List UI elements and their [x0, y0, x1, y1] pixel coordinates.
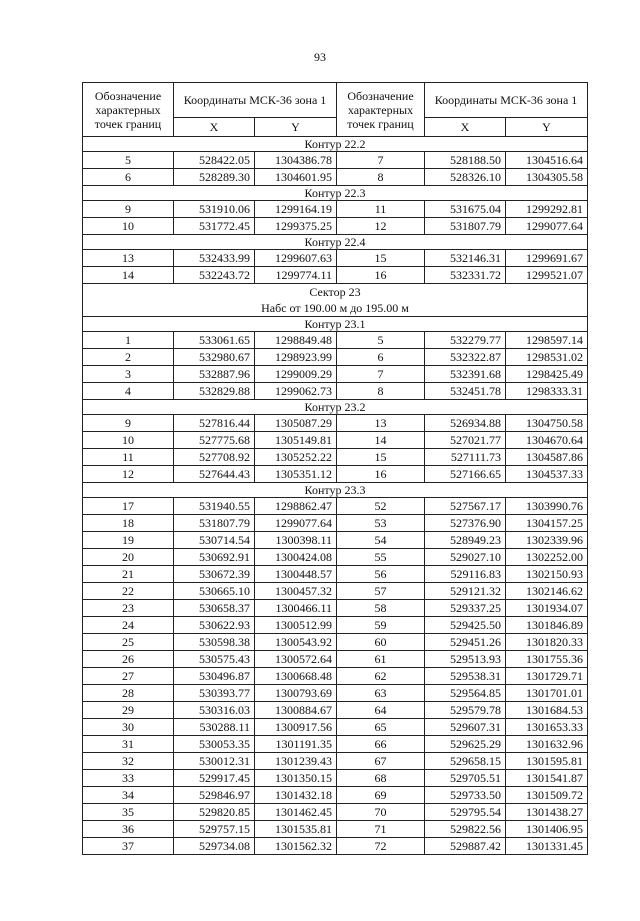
y-coordinate-cell: 1299292.81: [506, 201, 588, 218]
point-number-cell: 24: [83, 617, 174, 634]
y-coordinate-cell: 1305252.22: [255, 449, 337, 466]
point-number-cell: 60: [337, 634, 425, 651]
table-row: [83, 787, 588, 804]
x-coordinate-cell: 529027.10: [425, 549, 506, 566]
x-coordinate-cell: 529116.83: [425, 566, 506, 583]
y-coordinate-cell: 1301509.72: [506, 787, 588, 804]
y-header: Y: [255, 118, 337, 137]
x-coordinate-cell: 529658.15: [425, 753, 506, 770]
y-coordinate-cell: 1301562.32: [255, 838, 337, 855]
y-coordinate-cell: 1304670.64: [506, 432, 588, 449]
y-coordinate-cell: 1301632.96: [506, 736, 588, 753]
y-coordinate-cell: 1304305.58: [506, 169, 588, 186]
table-row: [83, 838, 588, 855]
y-coordinate-cell: 1300543.92: [255, 634, 337, 651]
x-coordinate-cell: 529425.50: [425, 617, 506, 634]
y-coordinate-cell: 1302146.62: [506, 583, 588, 600]
point-number-cell: 64: [337, 702, 425, 719]
contour-header-row: [83, 483, 588, 498]
x-coordinate-cell: 529625.29: [425, 736, 506, 753]
y-coordinate-cell: 1301684.53: [506, 702, 588, 719]
x-coordinate-cell: 529733.50: [425, 787, 506, 804]
table-row: [83, 515, 588, 532]
x-coordinate-cell: 529734.08: [174, 838, 255, 855]
table-row: [83, 600, 588, 617]
x-coordinate-cell: 527376.90: [425, 515, 506, 532]
y-coordinate-cell: 1302150.93: [506, 566, 588, 583]
point-number-cell: 1: [83, 332, 174, 349]
x-coordinate-cell: 529846.97: [174, 787, 255, 804]
table-row: [83, 549, 588, 566]
point-number-cell: 71: [337, 821, 425, 838]
y-coordinate-cell: 1299774.11: [255, 267, 337, 284]
point-number-cell: 67: [337, 753, 425, 770]
x-coordinate-cell: 527775.68: [174, 432, 255, 449]
point-number-cell: 59: [337, 617, 425, 634]
point-number-cell: 8: [337, 383, 425, 400]
x-header: X: [174, 118, 255, 137]
y-coordinate-cell: 1304601.95: [255, 169, 337, 186]
contour-header-row: [83, 317, 588, 332]
x-coordinate-cell: 530658.37: [174, 600, 255, 617]
point-number-cell: 7: [337, 152, 425, 169]
point-number-cell: 5: [337, 332, 425, 349]
y-coordinate-cell: 1299009.29: [255, 366, 337, 383]
x-coordinate-cell: 529820.85: [174, 804, 255, 821]
contour-header-row: [83, 186, 588, 201]
y-coordinate-cell: 1301595.81: [506, 753, 588, 770]
y-coordinate-cell: 1304750.58: [506, 415, 588, 432]
y-coordinate-cell: 1298597.14: [506, 332, 588, 349]
y-coordinate-cell: 1301535.81: [255, 821, 337, 838]
point-number-cell: 13: [337, 415, 425, 432]
point-number-cell: 27: [83, 668, 174, 685]
y-coordinate-cell: 1301541.87: [506, 770, 588, 787]
x-coordinate-cell: 532433.99: [174, 250, 255, 267]
point-number-cell: 3: [83, 366, 174, 383]
sector-title: Сектор 23: [309, 285, 361, 299]
point-number-cell: 22: [83, 583, 174, 600]
y-coordinate-cell: 1304386.78: [255, 152, 337, 169]
point-designation-header: Обозначение характерных точек границ: [337, 83, 425, 137]
y-coordinate-cell: 1300466.11: [255, 600, 337, 617]
point-number-cell: 26: [83, 651, 174, 668]
x-coordinate-cell: 529579.78: [425, 702, 506, 719]
table-row: [83, 383, 588, 400]
point-number-cell: 70: [337, 804, 425, 821]
table-row: [83, 719, 588, 736]
point-number-cell: 13: [83, 250, 174, 267]
table-row: [83, 218, 588, 235]
x-coordinate-cell: 529337.25: [425, 600, 506, 617]
x-coordinate-cell: 529795.54: [425, 804, 506, 821]
point-number-cell: 7: [337, 366, 425, 383]
point-number-cell: 58: [337, 600, 425, 617]
point-number-cell: 36: [83, 821, 174, 838]
y-coordinate-cell: 1298923.99: [255, 349, 337, 366]
y-coordinate-cell: 1304157.25: [506, 515, 588, 532]
y-coordinate-cell: 1300572.64: [255, 651, 337, 668]
sector-header-row: [83, 284, 588, 317]
y-coordinate-cell: 1304587.86: [506, 449, 588, 466]
x-coordinate-cell: 529822.56: [425, 821, 506, 838]
point-number-cell: 11: [337, 201, 425, 218]
y-coordinate-cell: 1299607.63: [255, 250, 337, 267]
table-row: [83, 651, 588, 668]
y-coordinate-cell: 1299375.25: [255, 218, 337, 235]
point-number-cell: 32: [83, 753, 174, 770]
x-coordinate-cell: 527166.65: [425, 466, 506, 483]
y-coordinate-cell: 1300917.56: [255, 719, 337, 736]
x-coordinate-cell: 532391.68: [425, 366, 506, 383]
y-coordinate-cell: 1305087.29: [255, 415, 337, 432]
y-coordinate-cell: 1298425.49: [506, 366, 588, 383]
y-coordinate-cell: 1301331.45: [506, 838, 588, 855]
table-row: [83, 250, 588, 267]
x-coordinate-cell: 531675.04: [425, 201, 506, 218]
contour-label: Контур 22.3: [83, 186, 588, 201]
point-number-cell: 72: [337, 838, 425, 855]
x-coordinate-cell: 531772.45: [174, 218, 255, 235]
point-number-cell: 33: [83, 770, 174, 787]
y-coordinate-cell: 1300398.11: [255, 532, 337, 549]
table-body: [83, 137, 588, 855]
x-coordinate-cell: 532331.72: [425, 267, 506, 284]
contour-label: Контур 22.2: [83, 137, 588, 152]
point-number-cell: 55: [337, 549, 425, 566]
table-row: [83, 753, 588, 770]
table-row: [83, 770, 588, 787]
coordinates-header: Координаты МСК-36 зона 1: [425, 83, 588, 118]
x-coordinate-cell: 531807.79: [425, 218, 506, 235]
point-number-cell: 63: [337, 685, 425, 702]
point-number-cell: 12: [83, 466, 174, 483]
x-coordinate-cell: 529538.31: [425, 668, 506, 685]
x-coordinate-cell: 532887.96: [174, 366, 255, 383]
table-row: [83, 566, 588, 583]
x-coordinate-cell: 529887.42: [425, 838, 506, 855]
x-coordinate-cell: 530672.39: [174, 566, 255, 583]
x-coordinate-cell: 529757.15: [174, 821, 255, 838]
x-coordinate-cell: 529513.93: [425, 651, 506, 668]
table-row: [83, 466, 588, 483]
x-coordinate-cell: 527021.77: [425, 432, 506, 449]
x-coordinate-cell: 532980.67: [174, 349, 255, 366]
y-coordinate-cell: 1299521.07: [506, 267, 588, 284]
point-number-cell: 61: [337, 651, 425, 668]
x-coordinate-cell: 529917.45: [174, 770, 255, 787]
point-number-cell: 9: [83, 415, 174, 432]
point-number-cell: 52: [337, 498, 425, 515]
point-number-cell: 9: [83, 201, 174, 218]
x-coordinate-cell: 527567.17: [425, 498, 506, 515]
y-coordinate-cell: 1304516.64: [506, 152, 588, 169]
x-coordinate-cell: 527816.44: [174, 415, 255, 432]
point-number-cell: 57: [337, 583, 425, 600]
point-number-cell: 5: [83, 152, 174, 169]
y-coordinate-cell: 1299077.64: [255, 515, 337, 532]
point-number-cell: 2: [83, 349, 174, 366]
point-number-cell: 8: [337, 169, 425, 186]
x-coordinate-cell: 528326.10: [425, 169, 506, 186]
y-coordinate-cell: 1300668.48: [255, 668, 337, 685]
point-number-cell: 10: [83, 432, 174, 449]
table-row: [83, 332, 588, 349]
y-coordinate-cell: 1303990.76: [506, 498, 588, 515]
x-coordinate-cell: 530575.43: [174, 651, 255, 668]
point-number-cell: 20: [83, 549, 174, 566]
y-coordinate-cell: 1301432.18: [255, 787, 337, 804]
y-coordinate-cell: 1301239.43: [255, 753, 337, 770]
x-coordinate-cell: 531910.06: [174, 201, 255, 218]
y-coordinate-cell: 1299691.67: [506, 250, 588, 267]
table-row: [83, 366, 588, 383]
x-coordinate-cell: 528188.50: [425, 152, 506, 169]
y-coordinate-cell: 1299077.64: [506, 218, 588, 235]
y-coordinate-cell: 1301462.45: [255, 804, 337, 821]
y-coordinate-cell: 1298531.02: [506, 349, 588, 366]
point-number-cell: 14: [337, 432, 425, 449]
table-row: [83, 685, 588, 702]
x-coordinate-cell: 532322.87: [425, 349, 506, 366]
point-number-cell: 16: [337, 267, 425, 284]
point-number-cell: 15: [337, 250, 425, 267]
x-coordinate-cell: 533061.65: [174, 332, 255, 349]
point-number-cell: 21: [83, 566, 174, 583]
point-number-cell: 37: [83, 838, 174, 855]
y-coordinate-cell: 1301755.36: [506, 651, 588, 668]
y-coordinate-cell: 1305149.81: [255, 432, 337, 449]
point-number-cell: 35: [83, 804, 174, 821]
y-coordinate-cell: 1301191.35: [255, 736, 337, 753]
point-number-cell: 18: [83, 515, 174, 532]
point-number-cell: 28: [83, 685, 174, 702]
point-number-cell: 15: [337, 449, 425, 466]
table-row: [83, 736, 588, 753]
point-number-cell: 14: [83, 267, 174, 284]
y-coordinate-cell: 1301820.33: [506, 634, 588, 651]
y-coordinate-cell: 1305351.12: [255, 466, 337, 483]
y-coordinate-cell: 1300793.69: [255, 685, 337, 702]
table-row: [83, 617, 588, 634]
y-coordinate-cell: 1301934.07: [506, 600, 588, 617]
y-coordinate-cell: 1304537.33: [506, 466, 588, 483]
table-row: [83, 152, 588, 169]
y-coordinate-cell: 1302339.96: [506, 532, 588, 549]
x-coordinate-cell: 527644.43: [174, 466, 255, 483]
x-coordinate-cell: 529564.85: [425, 685, 506, 702]
table-row: [83, 449, 588, 466]
x-coordinate-cell: 532243.72: [174, 267, 255, 284]
y-coordinate-cell: 1301406.95: [506, 821, 588, 838]
x-coordinate-cell: 526934.88: [425, 415, 506, 432]
point-number-cell: 29: [83, 702, 174, 719]
point-number-cell: 17: [83, 498, 174, 515]
y-coordinate-cell: 1302252.00: [506, 549, 588, 566]
y-coordinate-cell: 1298849.48: [255, 332, 337, 349]
sector-header: [83, 284, 588, 317]
contour-header-row: [83, 400, 588, 415]
x-coordinate-cell: 531940.55: [174, 498, 255, 515]
contour-label: Контур 23.3: [83, 483, 588, 498]
point-number-cell: 69: [337, 787, 425, 804]
contour-label: Контур 23.1: [83, 317, 588, 332]
point-designation-header: Обозначение характерных точек границ: [83, 83, 174, 137]
x-coordinate-cell: 529451.26: [425, 634, 506, 651]
y-coordinate-cell: 1298333.31: [506, 383, 588, 400]
y-coordinate-cell: 1301653.33: [506, 719, 588, 736]
x-coordinate-cell: 530714.54: [174, 532, 255, 549]
x-coordinate-cell: 530393.77: [174, 685, 255, 702]
point-number-cell: 53: [337, 515, 425, 532]
contour-label: Контур 22.4: [83, 235, 588, 250]
table-row: [83, 821, 588, 838]
x-coordinate-cell: 531807.79: [174, 515, 255, 532]
y-coordinate-cell: 1300884.67: [255, 702, 337, 719]
point-number-cell: 62: [337, 668, 425, 685]
point-number-cell: 65: [337, 719, 425, 736]
coordinates-table: [82, 82, 588, 855]
x-coordinate-cell: 530288.11: [174, 719, 255, 736]
y-coordinate-cell: 1300448.57: [255, 566, 337, 583]
x-coordinate-cell: 529705.51: [425, 770, 506, 787]
table-row: [83, 804, 588, 821]
point-number-cell: 16: [337, 466, 425, 483]
x-coordinate-cell: 528422.05: [174, 152, 255, 169]
point-number-cell: 19: [83, 532, 174, 549]
y-coordinate-cell: 1299164.19: [255, 201, 337, 218]
table-row: [83, 432, 588, 449]
sector-height-range: Набс от 190.00 м до 195.00 м: [261, 301, 409, 315]
x-coordinate-cell: 530012.31: [174, 753, 255, 770]
point-number-cell: 4: [83, 383, 174, 400]
contour-header-row: [83, 235, 588, 250]
x-coordinate-cell: 532451.78: [425, 383, 506, 400]
x-coordinate-cell: 527708.92: [174, 449, 255, 466]
table-row: [83, 169, 588, 186]
table-row: [83, 267, 588, 284]
point-number-cell: 68: [337, 770, 425, 787]
x-coordinate-cell: 529121.32: [425, 583, 506, 600]
x-coordinate-cell: 527111.73: [425, 449, 506, 466]
x-coordinate-cell: 530598.38: [174, 634, 255, 651]
point-number-cell: 31: [83, 736, 174, 753]
page-number: 93: [314, 50, 326, 64]
x-coordinate-cell: 530496.87: [174, 668, 255, 685]
point-number-cell: 10: [83, 218, 174, 235]
point-number-cell: 54: [337, 532, 425, 549]
y-coordinate-cell: 1300457.32: [255, 583, 337, 600]
point-number-cell: 34: [83, 787, 174, 804]
x-coordinate-cell: 528949.23: [425, 532, 506, 549]
coordinates-header: Координаты МСК-36 зона 1: [174, 83, 337, 118]
table-row: [83, 201, 588, 218]
contour-label: Контур 23.2: [83, 400, 588, 415]
table-row: [83, 532, 588, 549]
y-coordinate-cell: 1301350.15: [255, 770, 337, 787]
x-coordinate-cell: 530622.93: [174, 617, 255, 634]
table-row: [83, 668, 588, 685]
table-row: [83, 702, 588, 719]
x-header: X: [425, 118, 506, 137]
contour-header-row: [83, 137, 588, 152]
x-coordinate-cell: 532829.88: [174, 383, 255, 400]
table-row: [83, 349, 588, 366]
y-coordinate-cell: 1298862.47: [255, 498, 337, 515]
point-number-cell: 11: [83, 449, 174, 466]
x-coordinate-cell: 530665.10: [174, 583, 255, 600]
x-coordinate-cell: 532146.31: [425, 250, 506, 267]
x-coordinate-cell: 529607.31: [425, 719, 506, 736]
point-number-cell: 30: [83, 719, 174, 736]
x-coordinate-cell: 528289.30: [174, 169, 255, 186]
y-coordinate-cell: 1300512.99: [255, 617, 337, 634]
table-row: [83, 583, 588, 600]
x-coordinate-cell: 530692.91: [174, 549, 255, 566]
y-coordinate-cell: 1300424.08: [255, 549, 337, 566]
point-number-cell: 25: [83, 634, 174, 651]
table-row: [83, 415, 588, 432]
table-row: [83, 634, 588, 651]
table-row: [83, 498, 588, 515]
x-coordinate-cell: 530053.35: [174, 736, 255, 753]
y-coordinate-cell: 1301701.01: [506, 685, 588, 702]
x-coordinate-cell: 532279.77: [425, 332, 506, 349]
point-number-cell: 66: [337, 736, 425, 753]
y-coordinate-cell: 1301729.71: [506, 668, 588, 685]
point-number-cell: 6: [337, 349, 425, 366]
y-header: Y: [506, 118, 588, 137]
point-number-cell: 6: [83, 169, 174, 186]
point-number-cell: 12: [337, 218, 425, 235]
y-coordinate-cell: 1301846.89: [506, 617, 588, 634]
y-coordinate-cell: 1301438.27: [506, 804, 588, 821]
x-coordinate-cell: 530316.03: [174, 702, 255, 719]
y-coordinate-cell: 1299062.73: [255, 383, 337, 400]
point-number-cell: 23: [83, 600, 174, 617]
point-number-cell: 56: [337, 566, 425, 583]
